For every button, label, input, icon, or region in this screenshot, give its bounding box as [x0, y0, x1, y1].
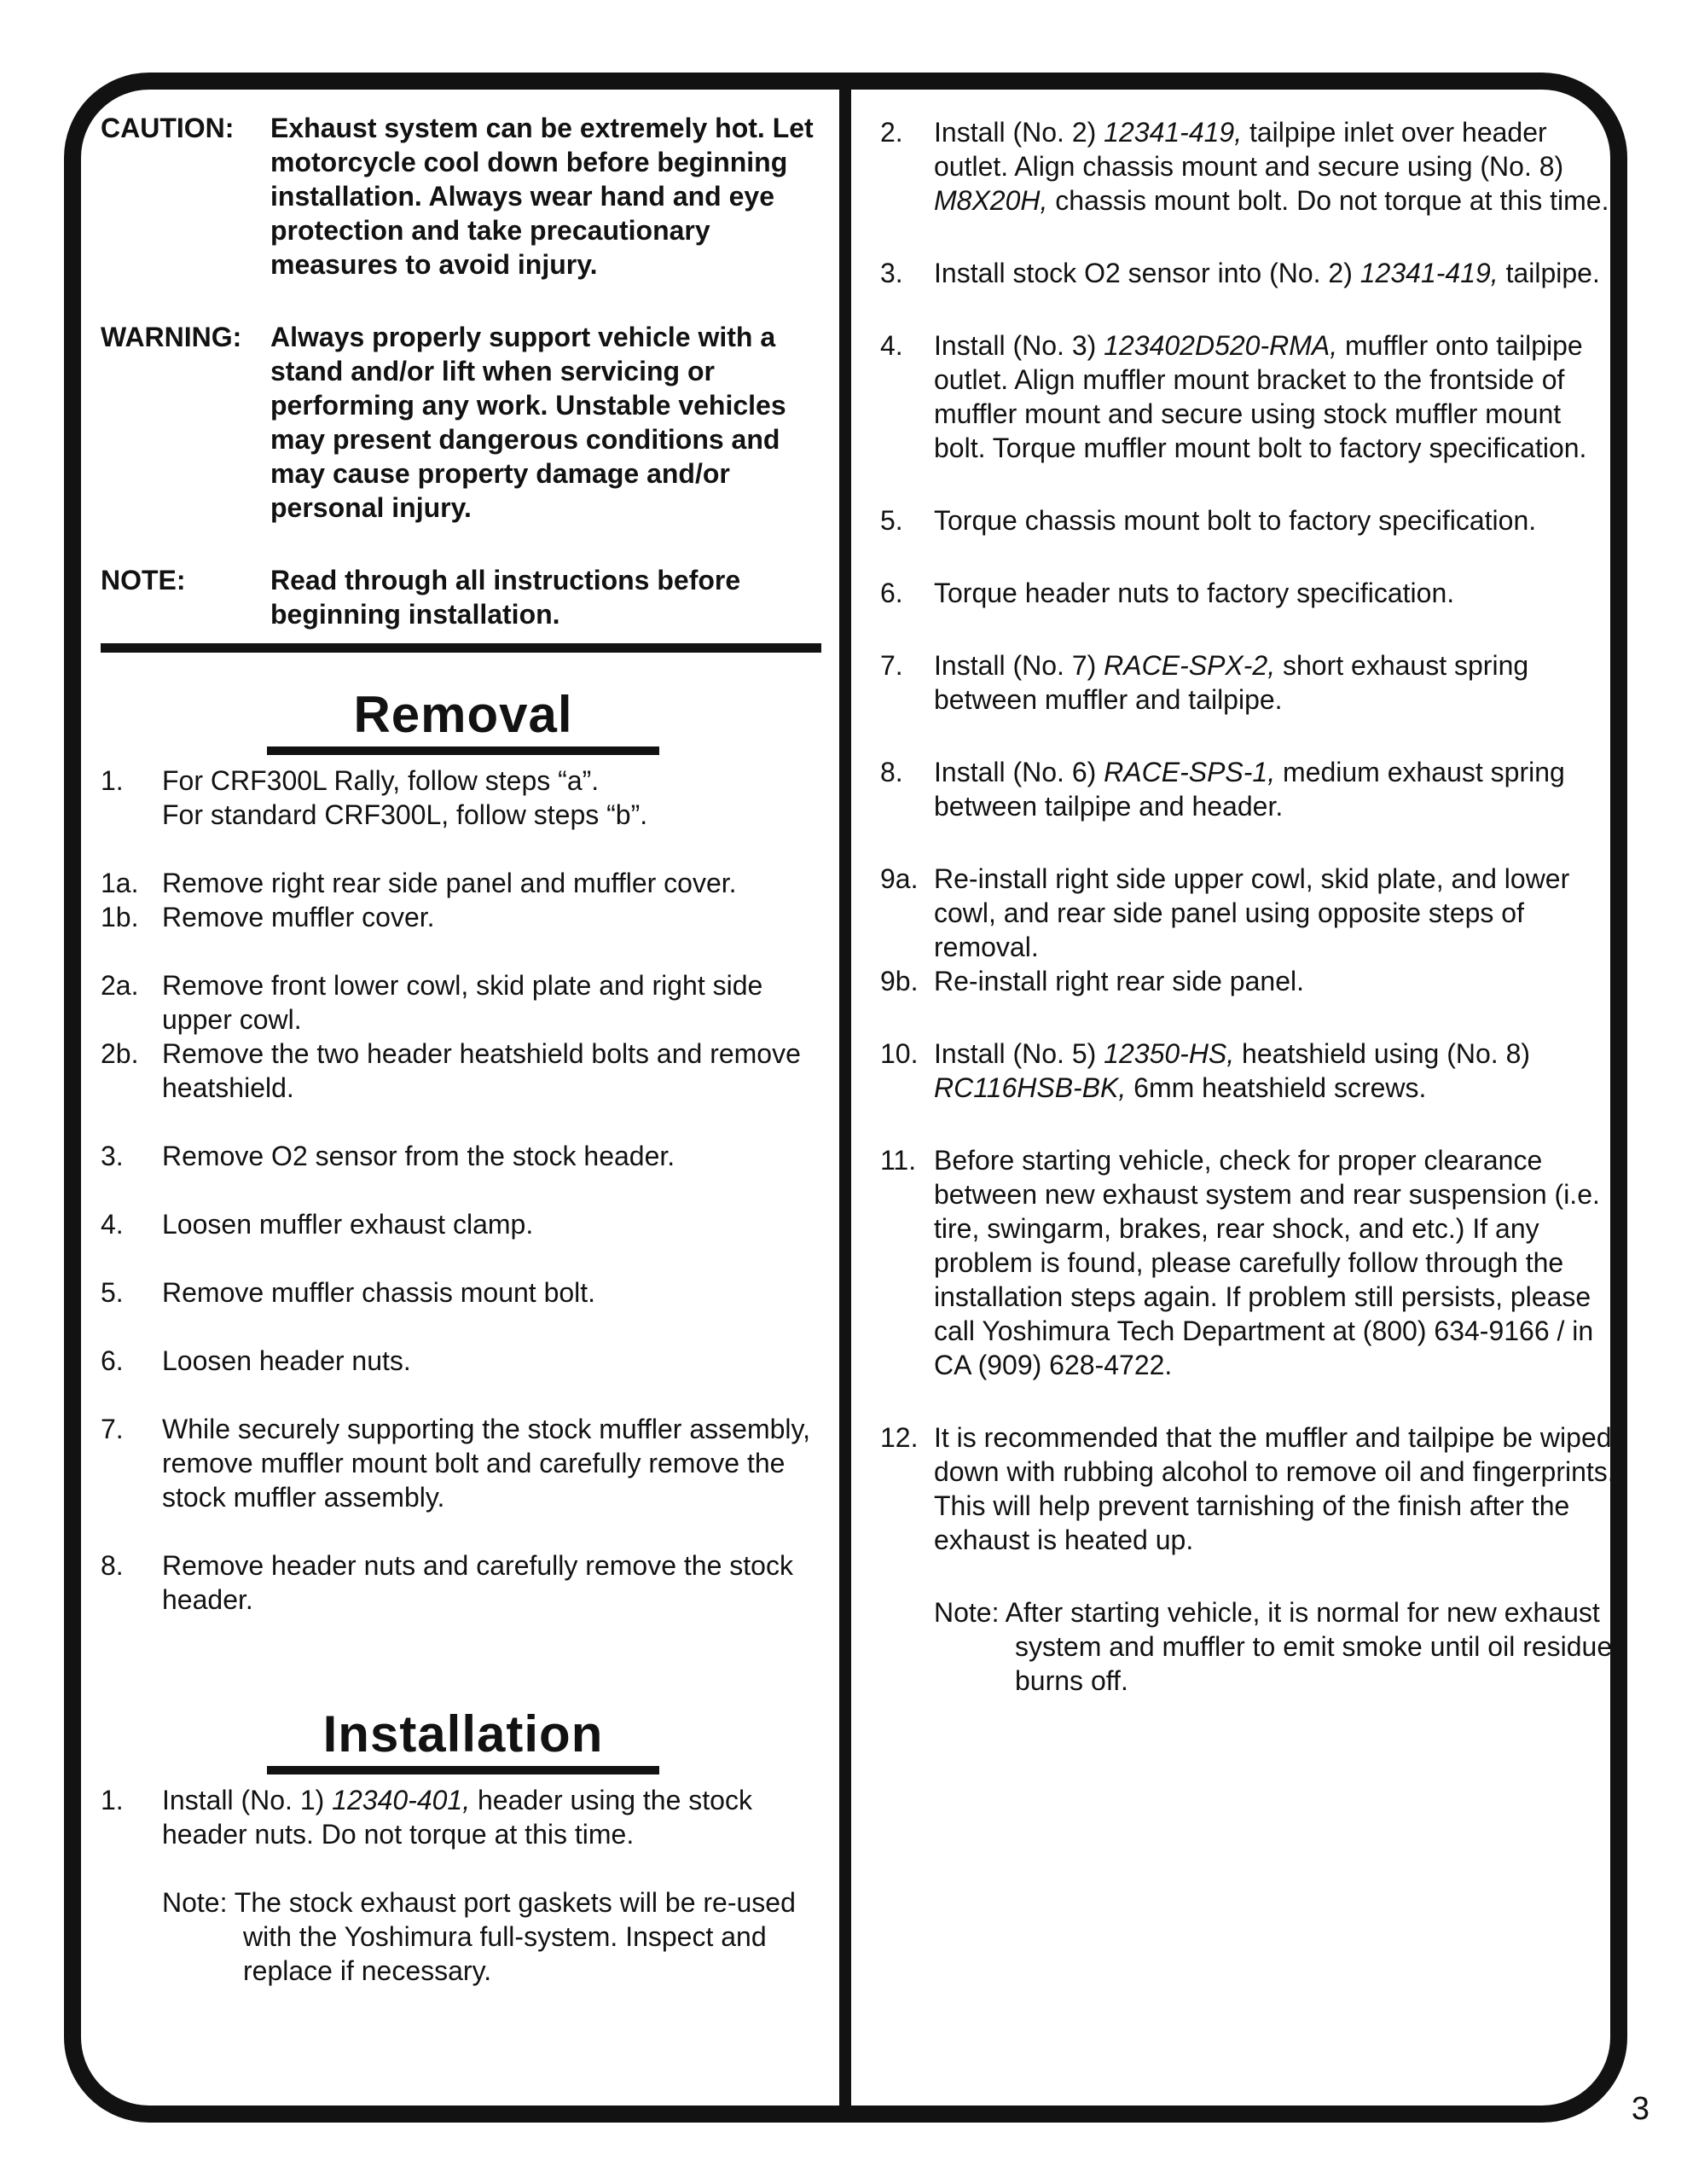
inline-note-label: Note:: [934, 1597, 1006, 1628]
step-number: 9a.: [880, 863, 919, 894]
note-row: [101, 1885, 826, 1988]
removal-title: Removal: [353, 686, 573, 743]
step-row: [101, 866, 826, 900]
step-number: 8.: [101, 1550, 124, 1581]
step-text-fragment: Torque header nuts to factory specification.: [934, 578, 1455, 608]
step-text-fragment: Remove muffler chassis mount bolt.: [162, 1277, 596, 1308]
step-number: 6.: [101, 1345, 124, 1376]
step-text: [162, 1275, 826, 1310]
step-number: 1b.: [101, 902, 139, 932]
step-number: 6.: [880, 578, 903, 608]
step-text-fragment: Remove right rear side panel and muffler cover.: [162, 868, 737, 898]
step-number: 10.: [880, 1038, 919, 1069]
page-number: 3: [1631, 2091, 1649, 2127]
step-text-fragment: The stock exhaust port gaskets will be re-used with the Yoshimura full-system. Inspect and replace if necessary.: [234, 1887, 796, 1986]
step-number: 1.: [101, 765, 124, 796]
step-row: [101, 968, 826, 1037]
step-row: [880, 328, 1615, 465]
part-number-text: 12340-401,: [332, 1785, 471, 1815]
step-number: 3.: [101, 1141, 124, 1171]
step-text: [162, 1139, 826, 1173]
step-text-fragment: Remove header nuts and carefully remove the stock header.: [162, 1550, 793, 1615]
part-number-text: 12341-419,: [1359, 258, 1499, 288]
step-text-fragment: Install (No. 3): [934, 330, 1104, 361]
note-row: [880, 1595, 1615, 1698]
step-row: [880, 648, 1615, 717]
step-text-fragment: 6mm heatshield screws.: [1126, 1072, 1427, 1103]
step-row: [101, 1548, 826, 1617]
caution-text: Exhaust system can be extremely hot. Let motorcycle cool down before beginning installation. Always wear hand and eye protection and take precautionary measures to avoid injury.: [270, 113, 814, 280]
step-number: 1a.: [101, 868, 139, 898]
step-text-fragment: Before starting vehicle, check for proper clearance between new exhaust system and rear suspension (i.e. tire, swingarm, brakes, rear shock, and etc.) If any problem is found, please carefully follow through the installation steps again. If problem still persists, please call Yoshimura Tech Department at (800) 634-9166 / in CA (909) 628-4722.: [934, 1145, 1600, 1380]
step-number: 2b.: [101, 1038, 139, 1069]
step-text-fragment: medium exhaust spring between tailpipe and header.: [934, 757, 1565, 822]
step-row: [880, 964, 1615, 998]
step-text: [934, 648, 1615, 717]
step-text-fragment: Re-install right side upper cowl, skid plate, and lower cowl, and rear side panel using opposite steps of removal.: [934, 863, 1570, 962]
step-text: [934, 964, 1615, 998]
step-text: [934, 1595, 1615, 1698]
right-column-steps: [880, 115, 1615, 1698]
step-row: [101, 1344, 826, 1378]
inline-note-label: Note:: [162, 1887, 235, 1918]
step-row: [880, 115, 1615, 218]
step-row: [101, 900, 826, 934]
step-text-fragment: While securely supporting the stock muffler assembly, remove muffler mount bolt and carefully remove the stock muffler assembly.: [162, 1414, 811, 1513]
step-text-fragment: Torque chassis mount bolt to factory specification.: [934, 505, 1537, 536]
step-number: 1.: [101, 1785, 124, 1815]
step-row: [880, 503, 1615, 537]
step-row: [101, 1783, 826, 1851]
step-number: [880, 1595, 934, 1698]
part-number-text: RACE-SPS-1,: [1104, 757, 1276, 787]
step-number: 5.: [880, 505, 903, 536]
step-row: [101, 1412, 826, 1514]
step-text: [162, 900, 826, 934]
step-text-fragment: Re-install right rear side panel.: [934, 966, 1304, 996]
installation-title: Installation: [322, 1705, 604, 1763]
step-number: 4.: [101, 1209, 124, 1240]
warning-label: WARNING:: [101, 322, 242, 352]
step-text: [934, 1420, 1615, 1557]
step-row: [880, 755, 1615, 823]
note-label: NOTE:: [101, 565, 186, 595]
step-number: [101, 1885, 162, 1988]
step-text-fragment: Install (No. 5): [934, 1038, 1104, 1069]
step-text-fragment: heatshield using (No. 8): [1234, 1038, 1531, 1069]
step-text-fragment: muffler onto tailpipe outlet. Align muffler mount bracket to the frontside of muffler mount and secure using stock muffler mount bolt. Torque muffler mount bolt to factory specification.: [934, 330, 1587, 463]
step-text: [162, 1783, 826, 1851]
step-row: [101, 1037, 826, 1105]
step-text: [162, 1207, 826, 1241]
step-text: [934, 328, 1615, 465]
installation-section: [101, 1706, 826, 1988]
step-number: 2a.: [101, 970, 139, 1001]
step-text: [934, 862, 1615, 964]
note-text: Read through all instructions before beginning installation.: [270, 565, 741, 630]
part-number-text: RACE-SPX-2,: [1104, 650, 1276, 681]
step-row: [880, 576, 1615, 610]
step-text: [162, 968, 826, 1037]
step-text-fragment: header using the stock header nuts. Do not torque at this time.: [162, 1785, 752, 1850]
step-number: 5.: [101, 1277, 124, 1308]
step-row: [880, 862, 1615, 964]
step-text-fragment: Install (No. 1): [162, 1785, 333, 1815]
step-text-fragment: Remove the two header heatshield bolts and remove heatshield.: [162, 1038, 801, 1103]
step-row: [880, 1420, 1615, 1557]
step-text: [934, 1037, 1615, 1105]
step-row: [101, 764, 826, 832]
part-number-text: 12341-419,: [1104, 117, 1243, 148]
step-text-fragment: For CRF300L Rally, follow steps “a”.: [162, 765, 600, 796]
step-number: 9b.: [880, 966, 919, 996]
installation-steps: [101, 1783, 826, 1988]
step-text: [934, 256, 1615, 290]
step-text-fragment: short exhaust spring between muffler and tailpipe.: [934, 650, 1529, 715]
step-text-fragment: Install (No. 2): [934, 117, 1104, 148]
step-text-fragment: Install stock O2 sensor into (No. 2): [934, 258, 1360, 288]
installation-title-underline: [267, 1766, 659, 1774]
caution-notice: [101, 111, 826, 282]
part-number-text: M8X20H,: [934, 185, 1048, 216]
warning-text: Always properly support vehicle with a stand and/or lift when servicing or performing any work. Unstable vehicles may present dangerous conditions and may cause property damage and/or personal injury.: [270, 322, 786, 523]
step-text: [934, 115, 1615, 218]
step-number: 12.: [880, 1422, 919, 1453]
step-text: [934, 503, 1615, 537]
step-row: [880, 1037, 1615, 1105]
step-text: [934, 576, 1615, 610]
step-number: 11.: [880, 1145, 917, 1176]
step-number: 8.: [880, 757, 903, 787]
step-number: 2.: [880, 117, 903, 148]
removal-title-underline: [267, 746, 659, 755]
step-text-fragment: Remove muffler cover.: [162, 902, 435, 932]
part-number-text: 12350-HS,: [1104, 1038, 1235, 1069]
section-separator-rule: [101, 643, 821, 653]
note-notice: [101, 563, 826, 631]
step-text: [934, 1143, 1615, 1382]
step-text-fragment: After starting vehicle, it is normal for new exhaust system and muffler to emit smoke until oil residue burns off.: [1005, 1597, 1613, 1696]
step-row: [101, 1207, 826, 1241]
step-number: 3.: [880, 258, 903, 288]
left-column: [101, 111, 826, 1988]
step-text-fragment: Loosen header nuts.: [162, 1345, 411, 1376]
step-text-fragment: It is recommended that the muffler and tailpipe be wiped down with rubbing alcohol to remove oil and fingerprints. This will help prevent tarnishing of the finish after the exhaust is heated up.: [934, 1422, 1615, 1555]
removal-steps: [101, 764, 826, 1617]
step-number: 4.: [880, 330, 903, 361]
step-text-fragment: Remove O2 sensor from the stock header.: [162, 1141, 675, 1171]
step-text: [934, 755, 1615, 823]
step-row: [101, 1275, 826, 1310]
step-row: [101, 1139, 826, 1173]
part-number-text: 123402D520-RMA,: [1104, 330, 1338, 361]
step-text-fragment: tailpipe.: [1498, 258, 1600, 288]
step-text-fragment: Loosen muffler exhaust clamp.: [162, 1209, 534, 1240]
column-divider-line: [839, 83, 851, 2116]
step-text-fragment: chassis mount bolt. Do not torque at this time.: [1047, 185, 1609, 216]
step-text: [162, 1885, 826, 1988]
step-text-fragment: Install (No. 7): [934, 650, 1104, 681]
removal-section: [101, 687, 826, 1617]
warning-notice: [101, 320, 826, 525]
caution-label: CAUTION:: [101, 113, 235, 143]
part-number-text: RC116HSB-BK,: [934, 1072, 1127, 1103]
notices-block: [101, 111, 826, 631]
step-text: [162, 1548, 826, 1617]
step-row: [880, 1143, 1615, 1382]
step-text: [162, 764, 826, 832]
step-text-fragment: For standard CRF300L, follow steps “b”.: [162, 799, 648, 830]
step-text-fragment: Remove front lower cowl, skid plate and right side upper cowl.: [162, 970, 763, 1035]
step-text: [162, 1037, 826, 1105]
step-text: [162, 866, 826, 900]
step-text-fragment: Install (No. 6): [934, 757, 1104, 787]
step-number: 7.: [880, 650, 903, 681]
step-text-fragment: tailpipe inlet over header outlet. Align chassis mount and secure using (No. 8): [934, 117, 1564, 182]
step-number: 7.: [101, 1414, 124, 1444]
step-text: [162, 1412, 826, 1514]
step-text: [162, 1344, 826, 1378]
right-column: [880, 107, 1615, 1698]
step-row: [880, 256, 1615, 290]
